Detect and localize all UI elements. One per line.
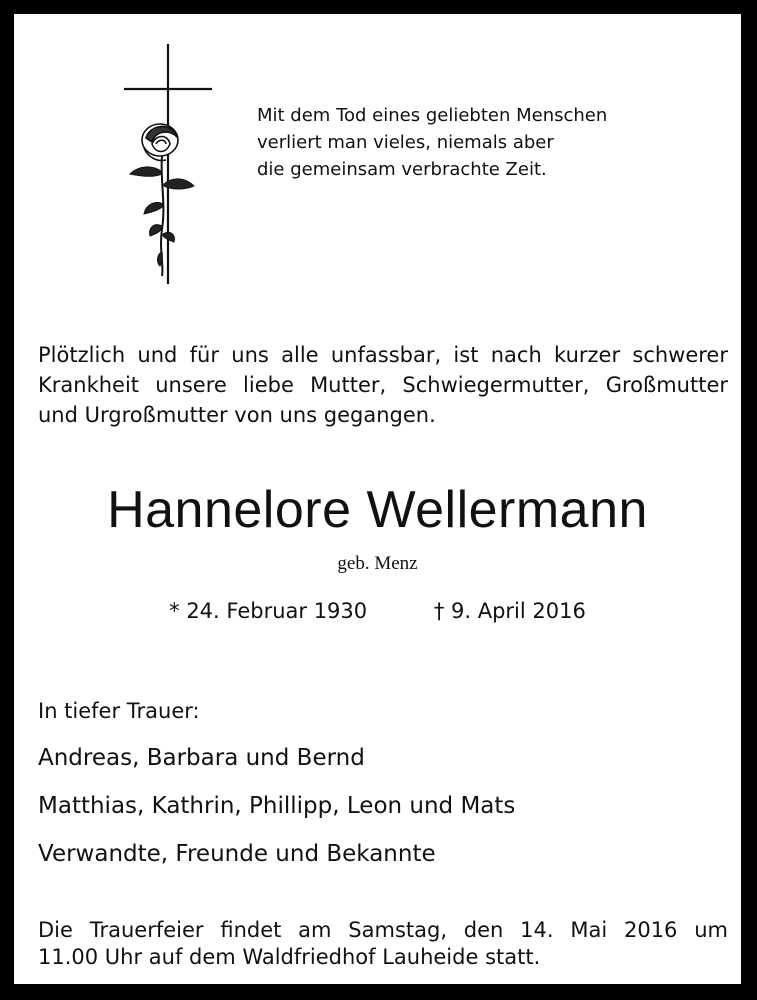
birth-date: * 24. Februar 1930 [169, 599, 368, 623]
announcement-line: und Urgroßmutter von uns gegangen. [38, 403, 436, 427]
death-date: † 9. April 2016 [433, 599, 586, 623]
cross-with-rose-icon [122, 44, 214, 284]
announcement-line: Krankheit unsere liebe Mutter, Schwiegermutter, Großmutter [38, 373, 728, 397]
mourner-line: Andreas, Barbara und Bernd [38, 745, 365, 771]
funeral-line: 11.00 Uhr auf dem Waldfriedhof Lauheide statt. [38, 945, 541, 969]
maiden-name: geb. Menz [337, 553, 418, 574]
mourners-list [38, 741, 515, 885]
funeral-notice [38, 917, 728, 971]
funeral-line: Die Trauerfeier findet am Samstag, den 14. Mai 2016 um [38, 918, 728, 942]
quote-line: Mit dem Tod eines geliebten Menschen [257, 105, 608, 126]
deceased-name: Hannelore Wellermann [107, 481, 648, 539]
mourner-line: Verwandte, Freunde und Bekannte [38, 841, 436, 867]
obituary-card [14, 14, 741, 984]
quote-line: verliert man vieles, niemals aber [257, 132, 554, 153]
announcement-text [38, 340, 728, 430]
mourning-label: In tiefer Trauer: [38, 699, 200, 723]
mourner-line: Matthias, Kathrin, Phillipp, Leon und Mats [38, 793, 516, 819]
announcement-line: Plötzlich und für uns alle unfassbar, ist nach kurzer schwerer [38, 343, 728, 367]
quote-line: die gemeinsam verbrachte Zeit. [257, 159, 547, 180]
life-dates [14, 599, 741, 623]
memorial-quote [257, 102, 697, 183]
